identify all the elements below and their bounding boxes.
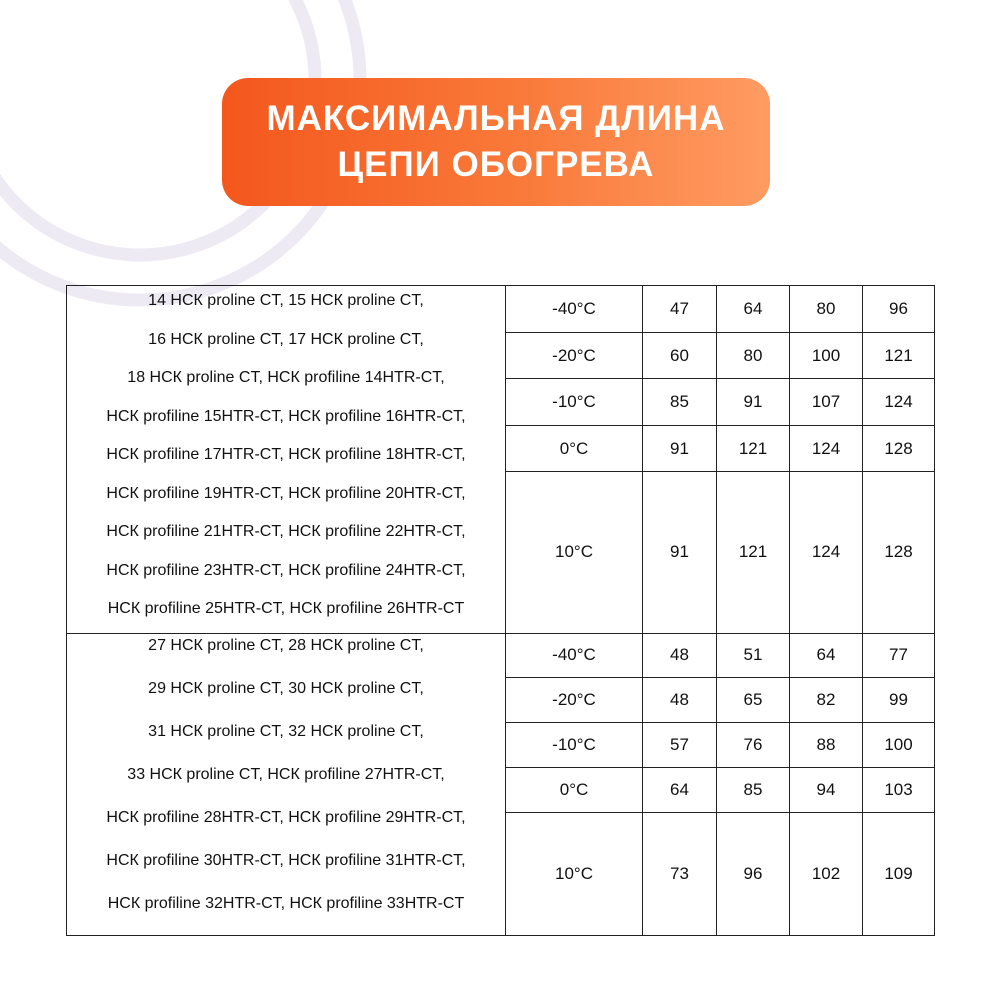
model-line: 27 НСК proline CT, 28 НСК proline CT, [148, 636, 424, 654]
model-line: НСК profiline 30HTR-CT, НСК profiline 31HTR-CT, [106, 851, 466, 869]
value-cell: 64 [717, 286, 790, 333]
value-cell: 107 [790, 379, 863, 426]
model-line: НСК profiline 17HTR-CT, НСК profiline 18HTR-CT, [106, 446, 466, 463]
value-cell: 124 [790, 426, 863, 472]
model-line: 18 НСК proline CT, НСК profiline 14HTR-CT, [127, 369, 445, 386]
value-cell: 91 [717, 379, 790, 426]
temperature-cell: -40°C [506, 286, 643, 333]
value-cell: 100 [863, 722, 935, 767]
model-list-cell [67, 633, 506, 936]
model-line: НСК profiline 15HTR-CT, НСК profiline 16HTR-CT, [106, 407, 466, 425]
model-line: 16 НСК proline CT, 17 НСК proline CT, [148, 330, 424, 348]
value-cell: 100 [790, 333, 863, 379]
value-cell: 85 [643, 379, 717, 426]
temperature-cell: -10°C [506, 722, 643, 767]
table-row [67, 286, 935, 333]
temperature-cell: -20°C [506, 333, 643, 379]
value-cell: 88 [790, 722, 863, 767]
value-cell: 51 [717, 633, 790, 677]
temperature-cell: 10°C [506, 472, 643, 633]
value-cell: 80 [790, 286, 863, 333]
model-line: НСК profiline 19HTR-CT, НСК profiline 20HTR-CT, [106, 484, 466, 502]
temperature-cell: 10°C [506, 812, 643, 935]
value-cell: 60 [643, 333, 717, 379]
value-cell: 124 [863, 379, 935, 426]
value-cell: 121 [717, 472, 790, 633]
value-cell: 121 [717, 426, 790, 472]
model-line: НСК profiline 23HTR-CT, НСК profiline 24HTR-CT, [106, 561, 466, 579]
value-cell: 124 [790, 472, 863, 633]
value-cell: 48 [643, 677, 717, 722]
value-cell: 96 [863, 286, 935, 333]
value-cell: 77 [863, 633, 935, 677]
value-cell: 82 [790, 677, 863, 722]
value-cell: 65 [717, 677, 790, 722]
title-banner [222, 78, 770, 206]
value-cell: 64 [790, 633, 863, 677]
value-cell: 57 [643, 722, 717, 767]
model-line: НСК profiline 25HTR-CT, НСК profiline 26HTR-CT [107, 600, 465, 617]
model-line: 31 НСК proline CT, 32 НСК proline CT, [148, 722, 424, 740]
table-row [67, 633, 935, 677]
model-line: 29 НСК proline CT, 30 НСК proline CT, [148, 679, 424, 697]
value-cell: 48 [643, 633, 717, 677]
value-cell: 94 [790, 767, 863, 812]
value-cell: 64 [643, 767, 717, 812]
model-line: 14 НСК proline CT, 15 НСК proline CT, [148, 292, 424, 309]
temperature-cell: -20°C [506, 677, 643, 722]
temperature-cell: 0°C [506, 426, 643, 472]
value-cell: 109 [863, 812, 935, 935]
value-cell: 91 [643, 426, 717, 472]
heating-circuit-length-table [66, 285, 935, 936]
model-line: 33 НСК proline CT, НСК profiline 27HTR-CT, [127, 765, 445, 783]
value-cell: 96 [717, 812, 790, 935]
model-list-cell [67, 286, 506, 634]
model-line: НСК profiline 21HTR-CT, НСК profiline 22HTR-CT, [106, 523, 466, 540]
value-cell: 99 [863, 677, 935, 722]
value-cell: 91 [643, 472, 717, 633]
value-cell: 121 [863, 333, 935, 379]
model-line: НСК profiline 32HTR-CT, НСК profiline 33HTR-CT [107, 895, 465, 913]
value-cell: 103 [863, 767, 935, 812]
value-cell: 85 [717, 767, 790, 812]
model-list [67, 634, 505, 936]
model-line: НСК profiline 28HTR-CT, НСК profiline 29HTR-CT, [106, 808, 466, 826]
title-line-2: ЦЕПИ ОБОГРЕВА [337, 145, 655, 184]
value-cell: 73 [643, 812, 717, 935]
temperature-cell: -10°C [506, 379, 643, 426]
value-cell: 102 [790, 812, 863, 935]
value-cell: 80 [717, 333, 790, 379]
title-line-1: МАКСИМАЛЬНАЯ ДЛИНА [266, 99, 726, 138]
value-cell: 47 [643, 286, 717, 333]
model-list [67, 286, 505, 633]
value-cell: 128 [863, 426, 935, 472]
temperature-cell: -40°C [506, 633, 643, 677]
temperature-cell: 0°C [506, 767, 643, 812]
value-cell: 76 [717, 722, 790, 767]
value-cell: 128 [863, 472, 935, 633]
